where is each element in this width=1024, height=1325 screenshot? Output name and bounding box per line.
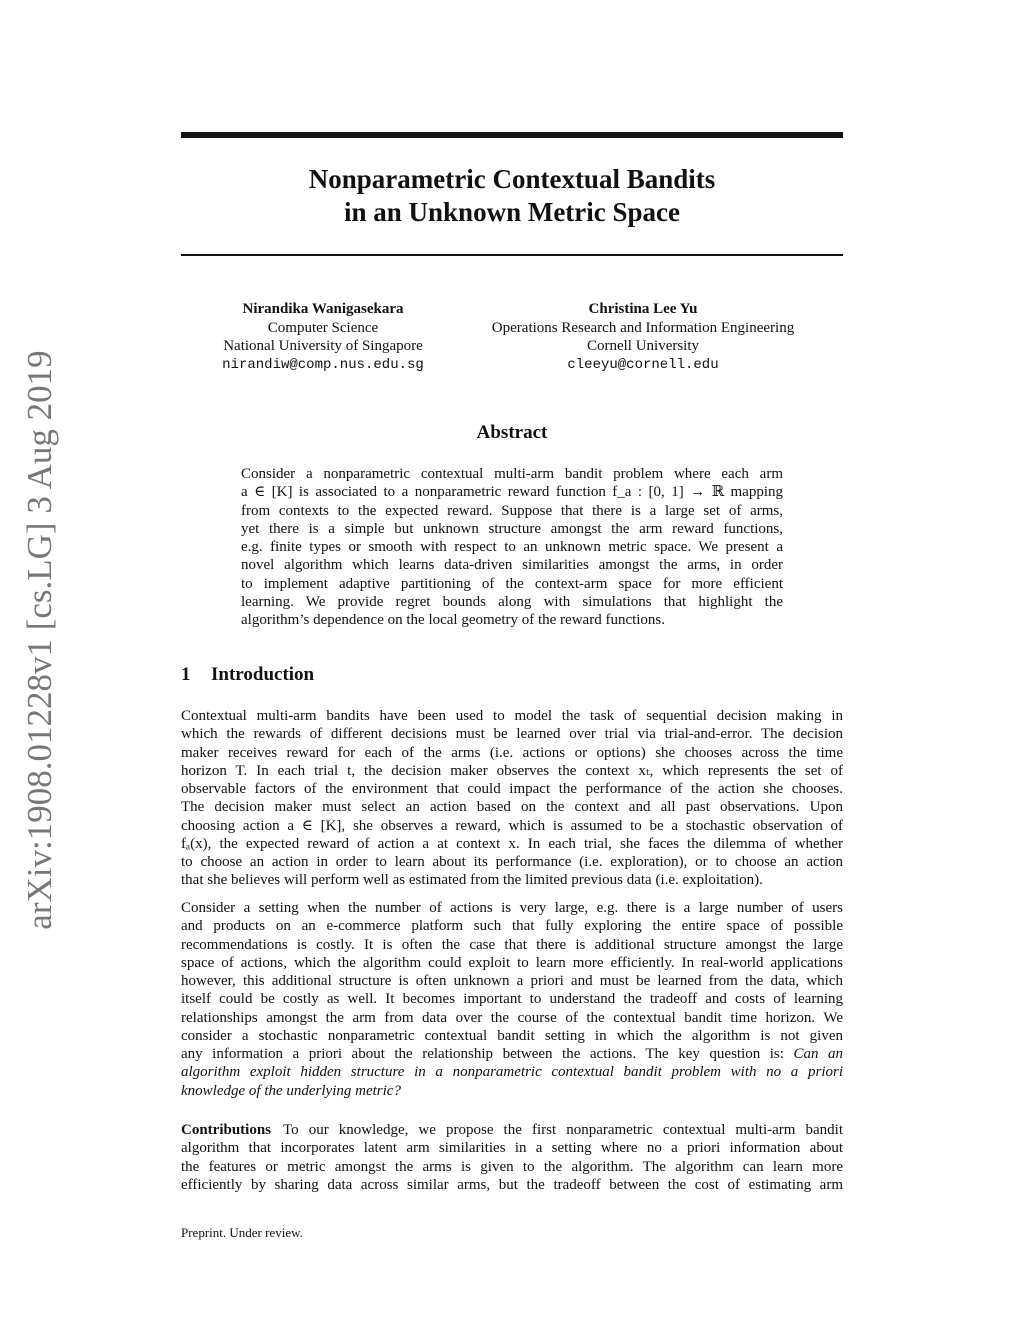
paragraph-line: Consider a setting when the number of actions is very large, e.g. there is a large number of users — [181, 900, 843, 916]
paragraph-line: algorithm that incorporates latent arm similarities in a setting where no a priori information about — [181, 1140, 843, 1157]
paragraph-line: observable factors of the environment that could impact the performance of the action she chooses. — [181, 781, 843, 797]
paragraph-line: recommendations is costly. It is often the case that there is additional structure amongst the large — [181, 936, 843, 953]
paragraph-line: from contexts to the expected reward. Suppose that there is a large set of arms, — [241, 502, 783, 519]
author-dept: Operations Research and Information Engineering — [491, 319, 795, 336]
title-line-1: Nonparametric Contextual Bandits — [308, 164, 716, 194]
author-inst: National University of Singapore — [223, 338, 423, 354]
contributions-paragraph — [181, 1121, 843, 1194]
paragraph-line: space of actions, which the algorithm could exploit to learn more efficiently. In real-world applications — [181, 954, 843, 971]
paragraph-line: algorithm exploit hidden structure in a nonparametric contextual bandit problem with no a priori — [181, 1064, 843, 1081]
paragraph-line: Consider a nonparametric contextual multi-arm bandit problem where each arm — [241, 466, 783, 482]
paragraph-line: consider a stochastic nonparametric contextual bandit setting in which the algorithm is not given — [181, 1027, 843, 1044]
intro-paragraph-2 — [181, 899, 843, 1100]
contributions-heading: Contributions — [181, 1122, 272, 1138]
paragraph-line: horizon T. In each trial t, the decision maker observes the context xₜ, which represents the set of — [181, 762, 843, 779]
title-rule — [181, 254, 843, 256]
paragraph-line: a ∈ [K] is associated to a nonparametric reward function f_a : [0, 1] → ℝ mapping — [241, 484, 783, 501]
intro-paragraph-1 — [181, 707, 843, 890]
author-dept: Computer Science — [267, 319, 379, 336]
paragraph-line — [181, 1045, 843, 1063]
author-email[interactable]: nirandiw@comp.nus.edu.sg — [222, 356, 424, 373]
author-inst: Cornell University — [586, 338, 700, 354]
paragraph-line: knowledge of the underlying metric? — [181, 1082, 401, 1099]
paragraph-line: that she believes will perform well as estimated from the limited previous data (i.e. exploitation). — [181, 872, 763, 889]
paragraph-line: and products on an e-commerce platform such that fully exploring the entire space of possible — [181, 918, 843, 935]
paragraph-line: The decision maker must select an action based on the context and all past observations. Upon — [181, 799, 843, 816]
paragraph-line: algorithm’s dependence on the local geometry of the reward functions. — [241, 612, 666, 628]
paragraph-line: novel algorithm which learns data-driven similarities amongst the arms, in order — [241, 557, 783, 574]
paragraph-line: learning. We provide regret bounds along with simulations that highlight the — [241, 593, 783, 610]
paper-title — [181, 163, 843, 229]
arxiv-stamp: arXiv:1908.01228v1 [cs.LG] 3 Aug 2019 — [20, 350, 59, 930]
author-name: Nirandika Wanigasekara — [242, 301, 404, 317]
abstract-heading: Abstract — [476, 422, 548, 443]
section-number: 1 — [181, 664, 191, 685]
paragraph-line: to choose an action in order to learn about its performance (i.e. exploration), or to choose an action — [181, 854, 843, 870]
paragraph-line: any information a priori about the relationship between the actions. The key question is: — [181, 1046, 784, 1062]
paragraph-line: yet there is a simple but unknown structure amongst the arm reward functions, — [241, 520, 783, 537]
author-1 — [153, 300, 493, 374]
top-rule — [181, 132, 843, 138]
paragraph-line: Contextual multi-arm bandits have been used to model the task of sequential decision making in — [181, 708, 843, 724]
paragraph-line: however, this additional structure is often unknown a priori and must be learned from the data, which — [181, 973, 843, 989]
paragraph-line: the features or metric amongst the arms is given to the algorithm. The algorithm can learn more — [181, 1158, 843, 1175]
author-2 — [473, 300, 813, 374]
paragraph-line: To our knowledge, we propose the first nonparametric contextual multi-arm bandit — [283, 1122, 843, 1138]
paragraph-line: to implement adaptive partitioning of the context-arm space for more efficient — [241, 575, 783, 592]
section-title: Introduction — [211, 664, 315, 685]
paragraph-line: itself could be costly as well. It becomes important to understand the tradeoff and costs of learning — [181, 991, 843, 1008]
author-name: Christina Lee Yu — [588, 301, 698, 317]
section-heading — [181, 664, 314, 686]
paragraph-line: e.g. finite types or smooth with respect to an unknown metric space. We present a — [241, 539, 783, 555]
paragraph-line: relationships amongst the arm from data over the course of the contextual bandit time horizon. We — [181, 1009, 843, 1026]
italic-question-start: Can an — [793, 1046, 843, 1062]
paragraph-line: which the rewards of different decisions must be learned over trial via trial-and-error. The decision — [181, 726, 843, 743]
paragraph-line: maker receives reward for each of the arms (i.e. actions or options) she chooses across the time — [181, 744, 843, 761]
title-line-2: in an Unknown Metric Space — [343, 197, 681, 227]
paragraph-line: efficiently by sharing data across similar arms, but the tradeoff between the cost of estimating arm — [181, 1176, 843, 1193]
footer-note: Preprint. Under review. — [181, 1225, 303, 1240]
author-email[interactable]: cleeyu@cornell.edu — [567, 356, 719, 373]
paragraph-line: choosing action a ∈ [K], she observes a reward, which is assumed to be a stochastic observation of — [181, 817, 843, 834]
abstract-body — [241, 465, 783, 629]
paragraph-line: fₐ(x), the expected reward of action a at context x. In each trial, she faces the dilemma of whether — [181, 835, 843, 852]
